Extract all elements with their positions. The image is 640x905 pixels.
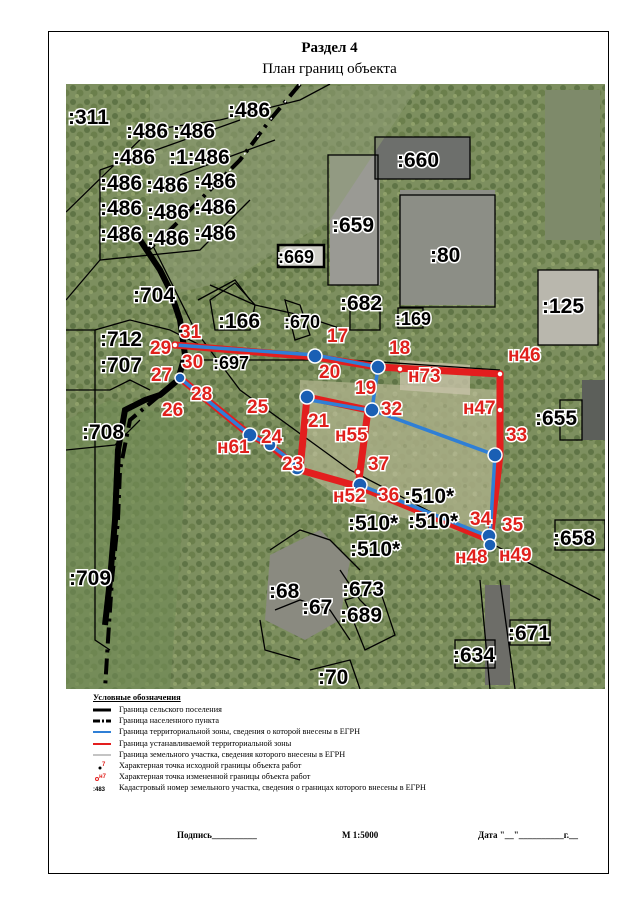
legend-item bbox=[93, 749, 603, 760]
cadastral-label: :125 bbox=[542, 295, 585, 318]
cadastral-label: :486 bbox=[126, 120, 169, 143]
legend-text: Граница устанавливаемой территориальной зоны bbox=[119, 738, 292, 748]
svg-text:7: 7 bbox=[102, 761, 106, 768]
point-label: 28 bbox=[191, 384, 213, 405]
point-label: 32 bbox=[381, 399, 403, 420]
cadastral-label: :712 bbox=[100, 328, 143, 351]
cadastral-label: :704 bbox=[133, 284, 176, 307]
cadastral-label: :708 bbox=[82, 421, 125, 444]
signature-field: Подпись__________ bbox=[177, 830, 257, 840]
cadastral-label: :486 bbox=[194, 196, 237, 219]
cadastral-label: :510* bbox=[348, 512, 399, 535]
legend-text: Граница земельного участка, сведения которого внесены в ЕГРН bbox=[119, 749, 346, 759]
cadastral-label: :311 bbox=[68, 106, 109, 129]
legend-text: Кадастровый номер земельного участка, сведения о границах которого внесены в ЕГРН bbox=[119, 783, 426, 793]
point-label: 37 bbox=[368, 454, 390, 475]
section-title: Раздел 4 bbox=[301, 40, 358, 56]
cadastral-label: :673 bbox=[342, 578, 385, 601]
cadastral-label: :486 bbox=[194, 222, 237, 245]
legend-item bbox=[93, 771, 603, 782]
gray-line-icon bbox=[93, 749, 111, 760]
point-label: 30 bbox=[182, 352, 204, 373]
legend-text: Характерная точка исходной границы объекта работ bbox=[119, 760, 302, 770]
point-label: 31 bbox=[180, 322, 202, 343]
cadastral-label: :486 bbox=[194, 170, 237, 193]
point-label: 18 bbox=[389, 338, 411, 359]
cadastral-label: :67 bbox=[302, 596, 333, 619]
cadastral-label: :659 bbox=[332, 214, 375, 237]
point-label: 25 bbox=[247, 397, 269, 418]
cadastral-label: :510* bbox=[408, 510, 459, 533]
svg-text:н7: н7 bbox=[99, 774, 106, 781]
legend-item bbox=[93, 715, 603, 726]
cadastral-label: :655 bbox=[535, 407, 578, 430]
cadastral-label: :682 bbox=[340, 292, 383, 315]
point-label: 26 bbox=[162, 400, 184, 421]
point-label: 24 bbox=[261, 427, 283, 448]
point-label: 36 bbox=[378, 485, 400, 506]
cadastral-label: :697 bbox=[213, 353, 250, 373]
blue-line-icon bbox=[93, 726, 111, 737]
point-label: н48 bbox=[455, 547, 488, 568]
cadastral-label: :707 bbox=[100, 354, 143, 377]
cadastral-label: :486 bbox=[173, 120, 216, 143]
locality-line-icon bbox=[93, 715, 111, 726]
legend-item bbox=[93, 760, 603, 771]
cadastral-label: :510* bbox=[404, 485, 455, 508]
point-label: 27 bbox=[151, 365, 173, 386]
map-legend bbox=[93, 692, 603, 794]
cadastral-label: :486 bbox=[100, 223, 143, 246]
point-label: н47 bbox=[463, 398, 496, 419]
point-label: 21 bbox=[308, 411, 330, 432]
legend-text: Граница территориальной зоны, сведения о которой внесены в ЕГРН bbox=[119, 727, 360, 737]
cadastral-label: :70 bbox=[318, 666, 349, 689]
point-label: н61 bbox=[217, 437, 250, 458]
original-point-icon bbox=[93, 760, 111, 771]
point-label: 23 bbox=[282, 454, 304, 475]
date-field: Дата "__"__________г.__ bbox=[478, 830, 579, 840]
point-label: н49 bbox=[499, 545, 532, 566]
cadastral-label: :486 bbox=[147, 201, 190, 224]
legend-text: Характерная точка измененной границы объекта работ bbox=[119, 772, 311, 782]
point-label: 29 bbox=[150, 338, 172, 359]
cadastral-label: :486 bbox=[100, 172, 143, 195]
cadastral-label: :486 bbox=[146, 174, 189, 197]
cadastral-number-icon bbox=[93, 782, 111, 793]
point-label: н55 bbox=[335, 425, 368, 446]
cadastral-label: :634 bbox=[453, 644, 496, 667]
cadastral-label: :1:486 bbox=[169, 146, 230, 169]
legend-item bbox=[93, 726, 603, 737]
cadastral-label: :166 bbox=[218, 310, 261, 333]
cadastral-label: :669 bbox=[278, 247, 315, 267]
cadastral-label: :68 bbox=[269, 580, 300, 603]
legend-text: Граница сельского поселения bbox=[119, 705, 222, 714]
cadastral-label: :486 bbox=[228, 99, 271, 122]
red-line-icon bbox=[93, 738, 111, 749]
scale-label: М 1:5000 bbox=[342, 830, 379, 840]
legend-item bbox=[93, 704, 603, 715]
svg-text::483: :483 bbox=[93, 787, 106, 794]
cadastral-label: :486 bbox=[113, 146, 156, 169]
cadastral-label: :169 bbox=[395, 309, 432, 329]
point-label: н52 bbox=[333, 486, 366, 507]
cadastral-label: :670 bbox=[284, 312, 321, 332]
changed-point-icon bbox=[93, 771, 111, 782]
legend-title: Условные обозначения bbox=[93, 692, 181, 702]
point-label: 17 bbox=[327, 326, 349, 347]
boundary-map[interactable] bbox=[66, 84, 605, 689]
point-label: 20 bbox=[319, 362, 341, 383]
section-subtitle: План границ объекта bbox=[262, 61, 397, 77]
cadastral-label: :709 bbox=[69, 567, 112, 590]
legend-item bbox=[93, 782, 603, 793]
cadastral-label: :486 bbox=[100, 197, 143, 220]
cadastral-label: :689 bbox=[340, 604, 383, 627]
point-label: 34 bbox=[470, 509, 492, 530]
cadastral-label: :658 bbox=[553, 527, 596, 550]
cadastral-label: :486 bbox=[147, 227, 190, 250]
point-label: н73 bbox=[408, 366, 441, 387]
point-label: н46 bbox=[508, 345, 541, 366]
settlement-line-icon bbox=[93, 704, 111, 715]
legend-item bbox=[93, 738, 603, 749]
point-label: 35 bbox=[502, 515, 524, 536]
legend-text: Граница населенного пункта bbox=[119, 716, 220, 726]
point-label: 19 bbox=[355, 378, 377, 399]
point-label: 33 bbox=[506, 425, 528, 446]
cadastral-label: :660 bbox=[397, 149, 440, 172]
cadastral-label: :80 bbox=[430, 244, 461, 267]
cadastral-label: :671 bbox=[508, 622, 551, 645]
cadastral-label: :510* bbox=[350, 538, 401, 561]
